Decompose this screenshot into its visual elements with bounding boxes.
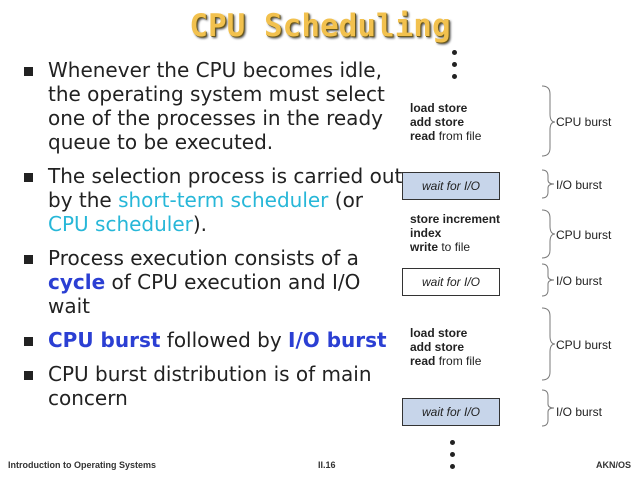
cpu-burst-instructions — [410, 326, 481, 368]
code-keyword: read — [410, 129, 436, 143]
burst-label: CPU burst — [556, 338, 612, 352]
bullet-item — [24, 58, 404, 154]
brace-cpu-burst — [542, 308, 555, 380]
ellipsis-dot — [452, 74, 457, 79]
footer-slide-number: II.16 — [318, 460, 336, 470]
code-line: from file — [435, 129, 482, 143]
code-keyword: read — [410, 354, 436, 368]
burst-label: CPU burst — [556, 228, 612, 242]
brace-cpu-burst — [542, 86, 555, 156]
ellipsis-dot — [450, 452, 455, 457]
code-line: to file — [438, 240, 471, 254]
code-line: load store — [410, 101, 468, 115]
code-line: store increment — [410, 212, 501, 226]
wait-io-box: wait for I/O — [402, 268, 500, 296]
highlight-term: short-term scheduler — [118, 188, 329, 212]
brace-io-burst — [542, 264, 554, 296]
ellipsis-dot — [450, 440, 455, 445]
burst-label: I/O burst — [556, 405, 603, 419]
code-line: add store — [410, 115, 465, 129]
highlight-term: CPU scheduler — [48, 212, 193, 236]
bullet-text: The selection process is carried out by the — [48, 164, 403, 212]
bullet-square-icon — [24, 337, 33, 346]
bullet-item — [24, 362, 404, 410]
code-line: add store — [410, 340, 465, 354]
bullet-square-icon — [24, 255, 33, 264]
burst-label: I/O burst — [556, 274, 603, 288]
code-line: load store — [410, 326, 468, 340]
bullet-list — [24, 58, 404, 414]
wait-io-box: wait for I/O — [402, 398, 500, 426]
bullet-square-icon — [24, 371, 33, 380]
burst-brace-group — [540, 84, 556, 440]
bullet-square-icon — [24, 173, 33, 182]
bullet-text: Process execution consists of a — [48, 246, 359, 270]
ellipsis-dot — [452, 50, 457, 55]
burst-label: I/O burst — [556, 178, 603, 192]
highlight-term: CPU burst — [48, 328, 161, 352]
code-keyword: write — [410, 240, 439, 254]
highlight-term: cycle — [48, 270, 106, 294]
bullet-text: (or — [328, 188, 364, 212]
bullet-text: of CPU execution and I/O wait — [48, 270, 361, 318]
footer-author: AKN/OS — [596, 460, 632, 470]
bullet-text: followed by — [160, 328, 289, 352]
wait-io-box: wait for I/O — [402, 172, 500, 200]
bullet-item — [24, 328, 404, 352]
brace-cpu-burst — [542, 210, 555, 258]
burst-label: CPU burst — [556, 115, 612, 129]
ellipsis-dot — [452, 62, 457, 67]
bullet-item — [24, 246, 404, 318]
highlight-term: I/O burst — [288, 328, 387, 352]
bullet-square-icon — [24, 67, 33, 76]
footer-course-title: Introduction to Operating Systems — [8, 460, 157, 470]
code-line: index — [410, 226, 442, 240]
bullet-item — [24, 164, 404, 236]
bullet-text: Whenever the CPU becomes idle, the operating system must select one of the processes in the ready queue to be executed. — [48, 58, 385, 154]
brace-io-burst — [542, 170, 554, 198]
bullet-text: ). — [192, 212, 208, 236]
brace-io-burst — [542, 390, 554, 426]
slide-title: CPU Scheduling — [189, 8, 451, 44]
cpu-burst-instructions — [410, 212, 500, 254]
code-line: from file — [435, 354, 482, 368]
cpu-burst-instructions — [410, 101, 481, 143]
ellipsis-dot — [450, 464, 455, 469]
bullet-text: CPU burst distribution is of main concern — [48, 362, 372, 410]
